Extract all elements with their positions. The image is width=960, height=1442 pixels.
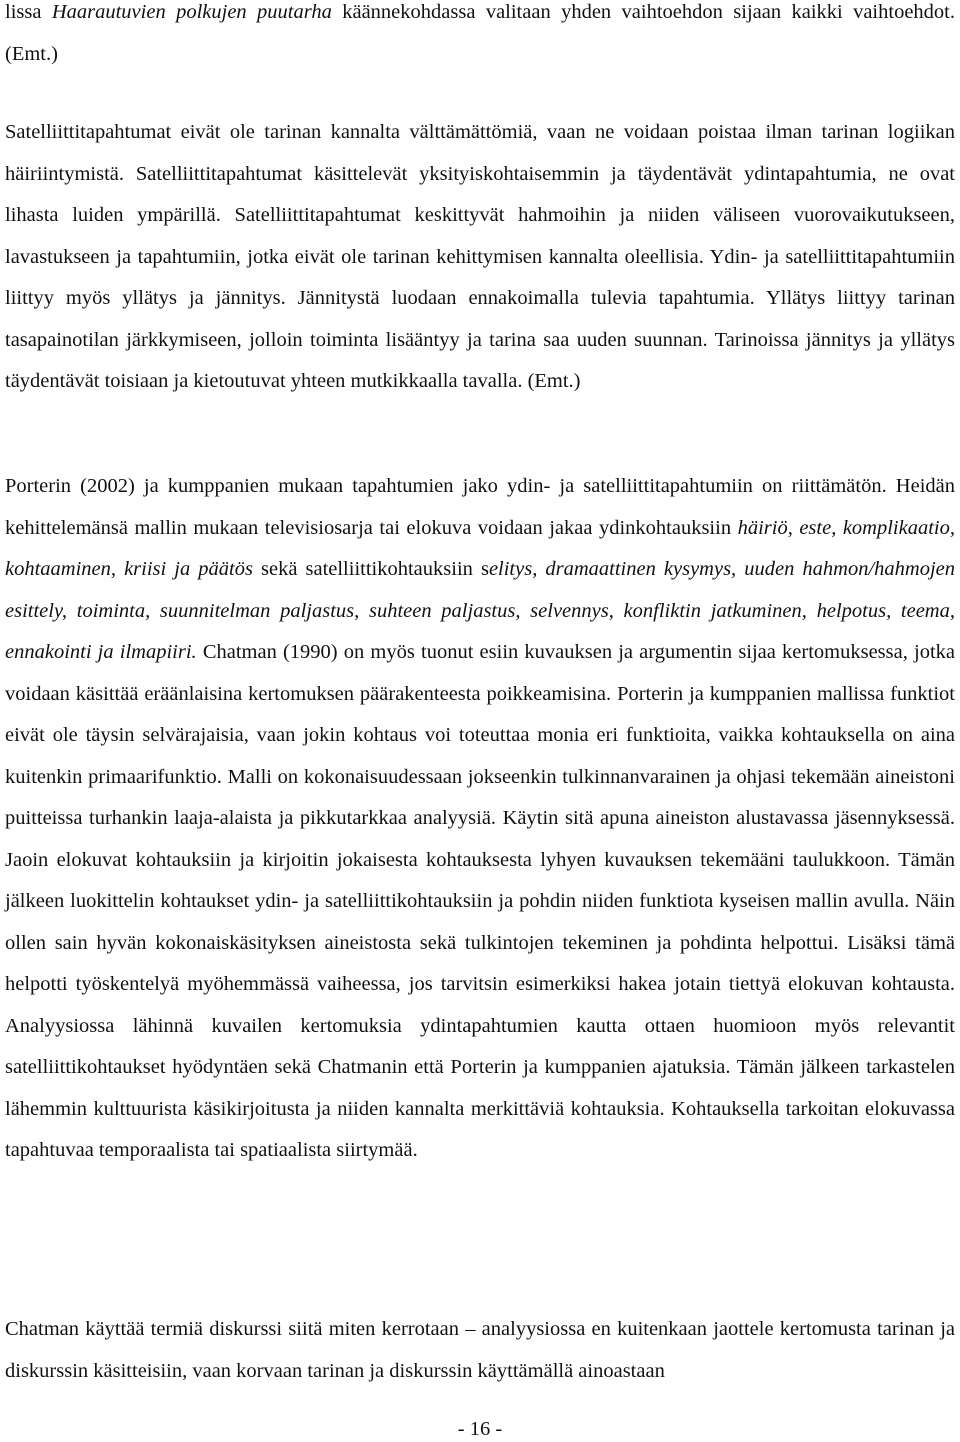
paragraph-text: Chatman käyttää termiä diskurssi siitä miten kerrotaan – analyysiossa en kuitenkaan jaottele kertomusta tarinan ja diskurssin käsitteisiin, vaan korvaan tarinan ja diskurssin käyttämällä ainoastaan (5, 1318, 955, 1382)
paragraph-chatman-discourse (5, 1309, 955, 1392)
paragraph-porter-model (5, 466, 955, 1172)
paragraph-text: käännekohdassa valitaan yhden vaihtoehdon sijaan kaikki vaihtoehdot. (Emt.) (5, 1, 955, 65)
page-number: - 16 - (457, 1418, 503, 1440)
paragraph-text: sekä satelliittikohtauksiin s (252, 558, 489, 580)
paragraph-text: Porterin (2002) ja kumppanien mukaan tapahtumien jako ydin- ja satelliittitapahtumiin on riittämätön. Heidän kehittelemänsä mallin mukaan televisiosarja tai elokuva voidaan jakaa ydinkohtauksiin (5, 475, 955, 539)
paragraph-text: Satelliittitapahtumat eivät ole tarinan kannalta välttämättömiä, vaan ne voidaan poistaa ilman tarinan logiikan häiriintymistä. Satelliittitapahtumat käsittelevät yksityiskohtaisemmin ja täydentävät ydintapahtumia, ne ovat lihasta luiden ympärillä. Satelliittitapahtumat keskittyvät hahmoihin ja niiden väliseen vuorovaikutukseen, lavastukseen ja tapahtumiin, jotka eivät ole tarinan kehittymisen kannalta oleellisia. Ydin- ja satelliittitapahtumiin liittyy myös yllätys ja jännitys. Jännitystä luodaan ennakoimalla tulevia tapahtumia. Yllätys liittyy tarinan tasapainotilan järkkymiseen, jolloin toiminta lisääntyy ja tarina saa uuden suunnan. Tarinoissa jännitys ja yllätys täydentävät toisiaan ja kietoutuvat yhteen mutkikkaalla tavalla. (Emt.) (5, 121, 955, 392)
paragraph-gardens-continuation (5, 0, 955, 75)
paragraph-text: Chatman (1990) on myös tuonut esiin kuvauksen ja argumentin sijaa kertomuksessa, jotka voidaan käsittää eräänlaisina kertomuksen päärakenteesta poikkeamisina. Porterin ja kumppanien mallissa funktiot eivät ole täysin selvärajaisia, vaan jokin kohtaus voi toteuttaa monia eri funktioita, vaikka kohtauksella on aina kuitenkin primaarifunktio. Malli on kokonaisuudessaan jokseenkin tulkinnanvarainen ja ohjasi tekemään aineistoni puitteissa turhankin laaja-alaista ja pikkutarkkaa analyysiä. Käytin sitä apuna aineiston alustavassa jäsennyksessä. Jaoin elokuvat kohtauksiin ja kirjoitin jokaisesta kohtauksesta lyhyen kuvauksen tekemääni taulukkoon. Tämän jälkeen luokittelin kohtaukset ydin- ja satelliittikohtauksiin ja pohdin niiden funktiota kyseisen mallin avulla. Näin ollen sain hyvän kokonaiskäsityksen aineistosta sekä tulkintojen tekeminen ja pohdinta helpottui. Lisäksi tämä helpotti työskentelyä myöhemmässä vaiheessa, jos tarvitsin esimerkiksi hakea jotain tiettyä elokuvan kohtausta. Analyysiossa lähinnä kuvailen kertomuksia ydintapahtumien kautta ottaen huomioon myös relevantit satelliittikohtaukset hyödyntäen sekä Chatmanin että Porterin ja kumppanien ajatuksia. Tämän jälkeen tarkastelen lähemmin kulttuurista käsikirjoitusta ja niiden kannalta merkittäviä kohtauksia. Kohtauksella tarkoitan elokuvassa tapahtuvaa temporaalista tai spatiaalista siirtymää. (5, 641, 955, 1161)
core-scene-types-italic: häiriö, este, komplikaatio, kohtaaminen, kriisi ja päätös (5, 516, 955, 580)
document-page (5, 0, 955, 1442)
paragraph-satellite-events (5, 112, 955, 403)
satellite-scene-types-italic: elitys, dramaattinen kysymys, uuden hahmon/hahmojen esittely, toiminta, suunnitelman paljastus, suhteen paljastus, selvennys, konfliktin jatkuminen, helpotus, teema, ennakointi ja ilmapiiri. (5, 558, 955, 663)
paragraph-text: lissa (5, 1, 52, 23)
book-title-italic: Haarautuvien polkujen puutarha (51, 1, 332, 23)
